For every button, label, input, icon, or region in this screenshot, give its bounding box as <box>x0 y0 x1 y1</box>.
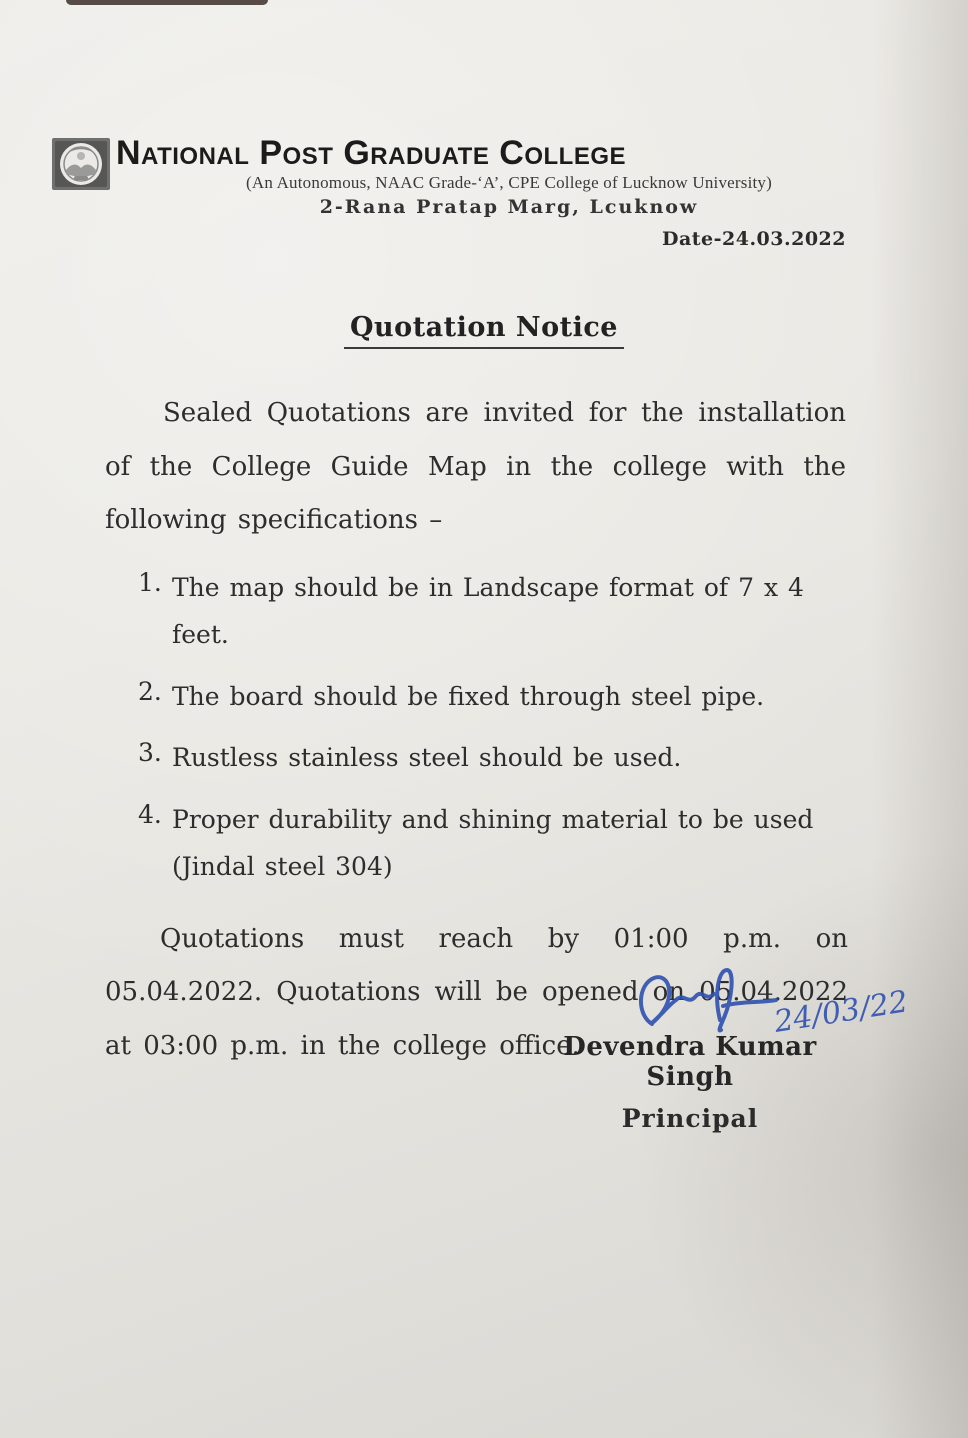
intro-paragraph: Sealed Quotations are invited for the installation of the College Guide Map in the college with the following specifications – <box>105 398 846 536</box>
list-item <box>138 564 856 659</box>
signature-block <box>520 984 911 1133</box>
handwritten-date: 24/03/22 <box>771 984 911 1040</box>
notice-title <box>0 312 968 349</box>
list-item-number: 2. <box>138 676 162 706</box>
list-item <box>138 734 856 782</box>
specifications-list <box>138 564 856 891</box>
list-item-number: 3. <box>138 738 162 768</box>
signatory-designation: Principal <box>621 1104 759 1133</box>
college-address: 2-Rana Pratap Marg, Lcuknow <box>319 196 699 218</box>
college-emblem-icon <box>52 138 110 190</box>
college-name: National Post Graduate College <box>116 134 626 172</box>
college-subtitle: (An Autonomous, NAAC Grade-‘A’, CPE College of Lucknow University) <box>246 173 772 192</box>
list-item <box>138 673 856 721</box>
scan-edge-artifact <box>66 0 268 5</box>
closing-paragraph: Quotations must reach by 01:00 p.m. on 05.04.2022. Quotations will be opened on 05.04.2022 at 03:00 p.m. in the college office. <box>105 923 848 1061</box>
list-item-number: 4. <box>138 799 162 829</box>
document-date: Date-24.03.2022 <box>661 228 846 250</box>
list-item-number: 1. <box>138 567 162 597</box>
list-item-text: The map should be in Landscape format of 7 x 4 feet. <box>172 572 804 650</box>
list-item-text: The board should be fixed through steel pipe. <box>172 681 765 711</box>
letterhead <box>52 136 908 218</box>
notice-title-text: Quotation Notice <box>344 312 624 349</box>
signatory-name: Devendra Kumar Singh <box>563 1032 817 1092</box>
list-item-text: Rustless stainless steel should be used. <box>172 743 682 773</box>
letterhead-text <box>110 136 908 218</box>
list-item-text: Proper durability and shining material to be used (Jindal steel 304) <box>172 804 814 882</box>
list-item <box>138 796 856 891</box>
